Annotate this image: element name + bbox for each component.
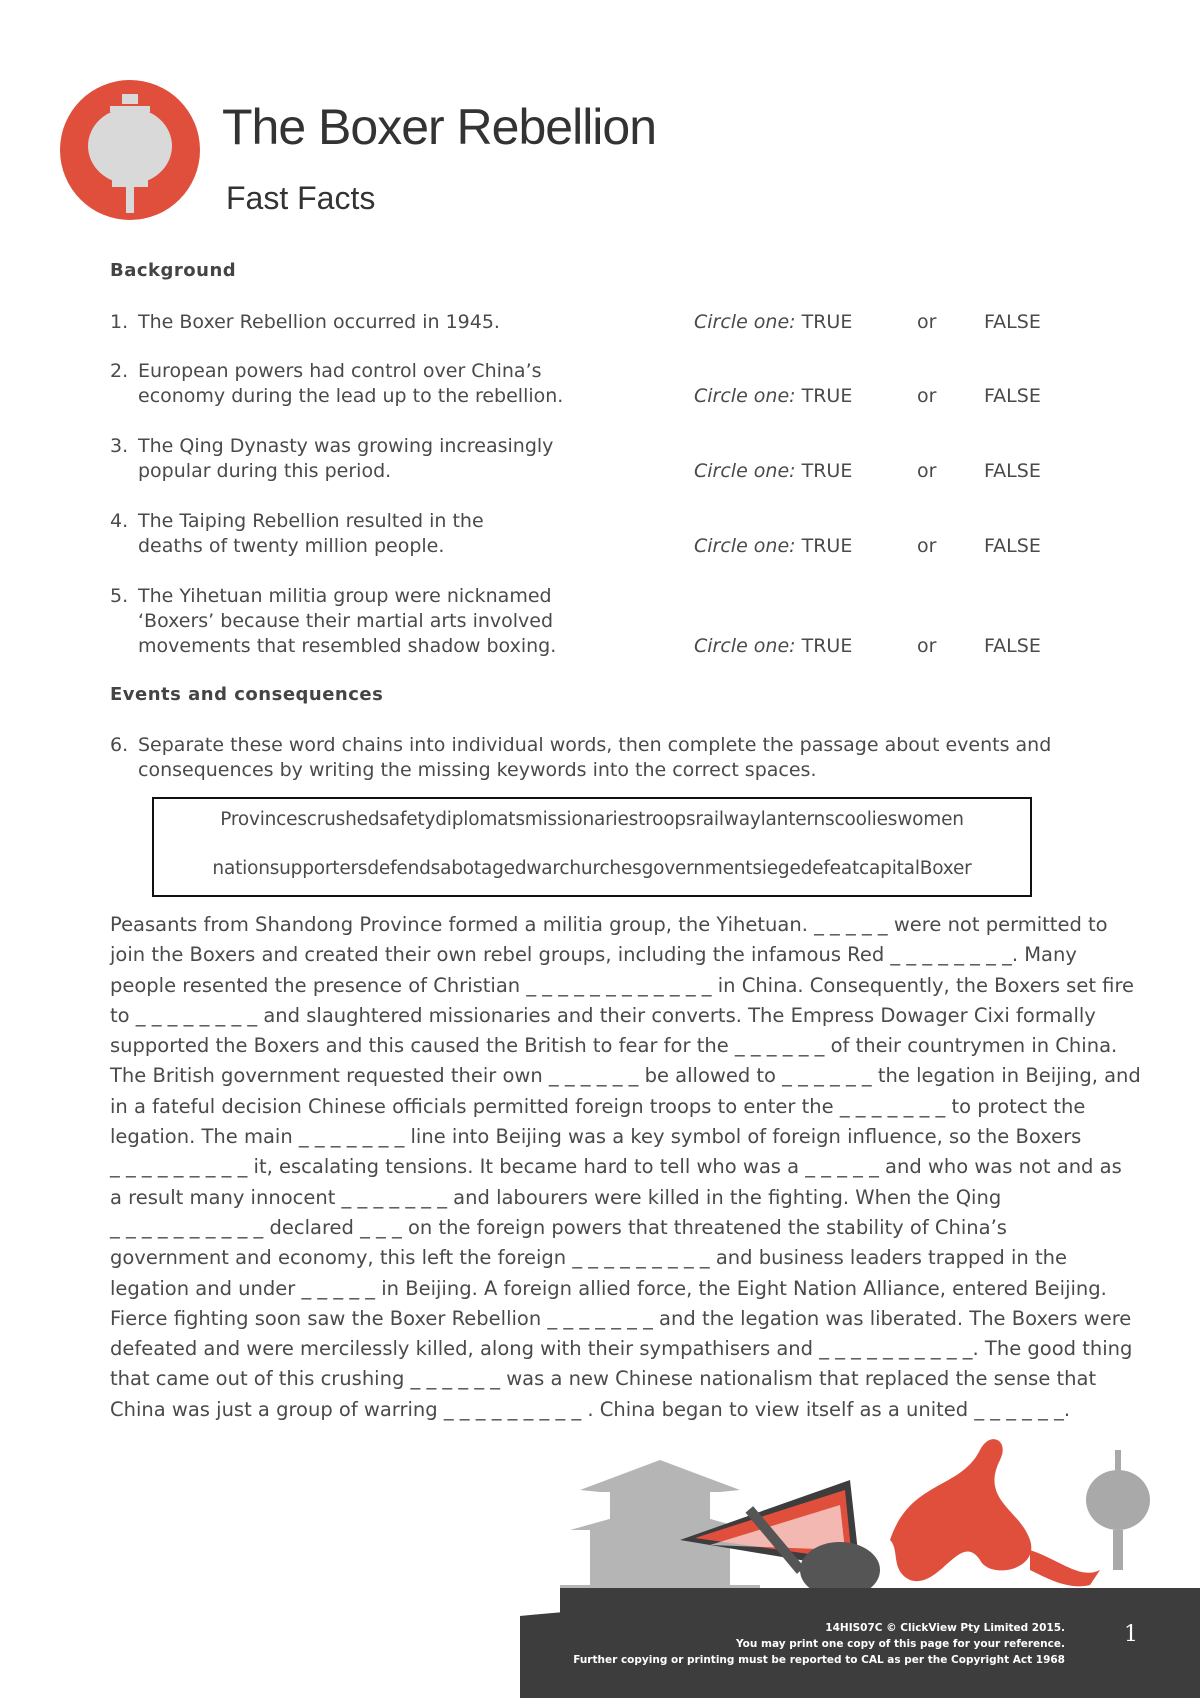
question-number: 3. — [110, 435, 129, 457]
copyright-line: You may print one copy of this page for your reference. — [736, 1638, 1065, 1650]
question-text: consequences by writing the missing keywords into the correct spaces. — [138, 759, 817, 781]
or-label: or — [917, 535, 937, 557]
question-number: 2. — [110, 360, 129, 382]
passage-line: The British government requested their own _ _ _ _ _ _ be allowed to _ _ _ _ _ _ the legation in Beijing, and — [110, 1064, 1141, 1088]
passage-line: join the Boxers and created their own rebel groups, including the infamous Red _ _ _ _ _ _ _ _. Many — [110, 943, 1077, 967]
cloze-passage — [110, 910, 1145, 1425]
false-option[interactable]: FALSE — [984, 311, 1041, 333]
circle-one-choice[interactable]: Circle one: TRUE — [694, 460, 853, 482]
question-number: 1. — [110, 311, 129, 333]
question-text: European powers had control over China’s — [138, 360, 542, 382]
or-label: or — [917, 311, 937, 333]
question-text: The Boxer Rebellion occurred in 1945. — [138, 311, 500, 333]
passage-line: China was just a group of warring _ _ _ _ _ _ _ _ _ . China began to view itself as a united _ _ _ _ _ _. — [110, 1397, 1071, 1421]
question-text: deaths of twenty million people. — [138, 535, 445, 557]
dragon-icon — [890, 1439, 1100, 1586]
question-number: 6. — [110, 734, 129, 756]
passage-line: supported the Boxers and this caused the British to fear for the _ _ _ _ _ _ of their countrymen in China. — [110, 1034, 1118, 1058]
passage-line: legation and under _ _ _ _ _ in Beijing. A foreign allied force, the Eight Nation Alliance, entered Beijing. — [110, 1276, 1107, 1300]
passage-line: defeated and were mercilessly killed, along with their sympathisers and _ _ _ _ _ _ _ _ _ _. The good thing — [110, 1337, 1133, 1361]
passage-line: in a fateful decision Chinese officials permitted foreign troops to enter the _ _ _ _ _ _ _ to protect the — [110, 1094, 1086, 1118]
section-heading-events: Events and consequences — [110, 684, 384, 705]
passage-line: people resented the presence of Christian _ _ _ _ _ _ _ _ _ _ _ _ in China. Consequently, the Boxers set fire — [110, 973, 1135, 997]
lantern-logo-icon — [60, 80, 200, 220]
false-option[interactable]: FALSE — [984, 535, 1041, 557]
false-option[interactable]: FALSE — [984, 460, 1041, 482]
page-title: The Boxer Rebellion — [222, 99, 657, 155]
passage-line: government and economy, this left the foreign _ _ _ _ _ _ _ _ _ and business leaders trapped in the — [110, 1246, 1067, 1270]
circle-one-choice[interactable]: Circle one: TRUE — [694, 385, 853, 407]
false-option[interactable]: FALSE — [984, 635, 1041, 657]
circle-one-choice[interactable]: Circle one: TRUE — [694, 635, 853, 657]
word-chain-box — [152, 797, 1032, 897]
question-text: movements that resembled shadow boxing. — [138, 635, 557, 657]
passage-line: legation. The main _ _ _ _ _ _ _ line into Beijing was a key symbol of foreign influence, so the Boxers — [110, 1125, 1082, 1149]
section-heading-background: Background — [110, 260, 237, 281]
or-label: or — [917, 385, 937, 407]
question-text: popular during this period. — [138, 460, 392, 482]
question-number: 4. — [110, 510, 129, 532]
passage-line: to _ _ _ _ _ _ _ _ and slaughtered missionaries and their converts. The Empress Dowager Cixi formally — [110, 1003, 1096, 1027]
copyright-line: 14HIS07C © ClickView Pty Limited 2015. — [825, 1622, 1065, 1634]
word-chain-line: nationsupportersdefendsabotagedwarchurchesgovernmentsiegedefeatcapitalBoxer — [212, 858, 972, 879]
false-option[interactable]: FALSE — [984, 385, 1041, 407]
page-subtitle: Fast Facts — [226, 180, 376, 216]
passage-line: _ _ _ _ _ _ _ _ _ it, escalating tensions. It became hard to tell who was a _ _ _ _ _ and who was not and as — [110, 1155, 1122, 1179]
copyright-line: Further copying or printing must be reported to CAL as per the Copyright Act 1968 — [573, 1654, 1065, 1666]
circle-one-choice[interactable]: Circle one: TRUE — [694, 311, 853, 333]
question-text: economy during the lead up to the rebellion. — [138, 385, 564, 407]
passage-line: Peasants from Shandong Province formed a militia group, the Yihetuan. _ _ _ _ _ were not permitted to — [110, 913, 1108, 936]
question-text: ‘Boxers’ because their martial arts involved — [138, 610, 554, 632]
passage-line: a result many innocent _ _ _ _ _ _ _ and labourers were killed in the fighting. When the Qing — [110, 1185, 1002, 1209]
question-text: The Yihetuan militia group were nicknamed — [138, 585, 552, 607]
question-text: The Qing Dynasty was growing increasingly — [138, 435, 554, 457]
or-label: or — [917, 635, 937, 657]
circle-one-choice[interactable]: Circle one: TRUE — [694, 535, 853, 557]
passage-line: _ _ _ _ _ _ _ _ _ _ declared _ _ _ on the foreign powers that threatened the stability of China’s — [110, 1215, 1007, 1239]
passage-line: Fierce fighting soon saw the Boxer Rebellion _ _ _ _ _ _ _ and the legation was liberated. The Boxers were — [110, 1306, 1132, 1330]
lantern-icon — [1086, 1450, 1150, 1570]
question-text: The Taiping Rebellion resulted in the — [138, 510, 484, 532]
page-number: 1 — [1124, 1622, 1138, 1647]
question-text: Separate these word chains into individual words, then complete the passage about events and — [138, 734, 1052, 756]
or-label: or — [917, 460, 937, 482]
copyright-notice — [573, 1620, 1065, 1668]
passage-line: that came out of this crushing _ _ _ _ _ _ was a new Chinese nationalism that replaced the sense that — [110, 1367, 1097, 1391]
question-number: 5. — [110, 585, 129, 607]
word-chain-line: Provincescrushedsafetydiplomatsmissionariestroopsrailwaylanternscoolieswomen — [220, 809, 964, 830]
